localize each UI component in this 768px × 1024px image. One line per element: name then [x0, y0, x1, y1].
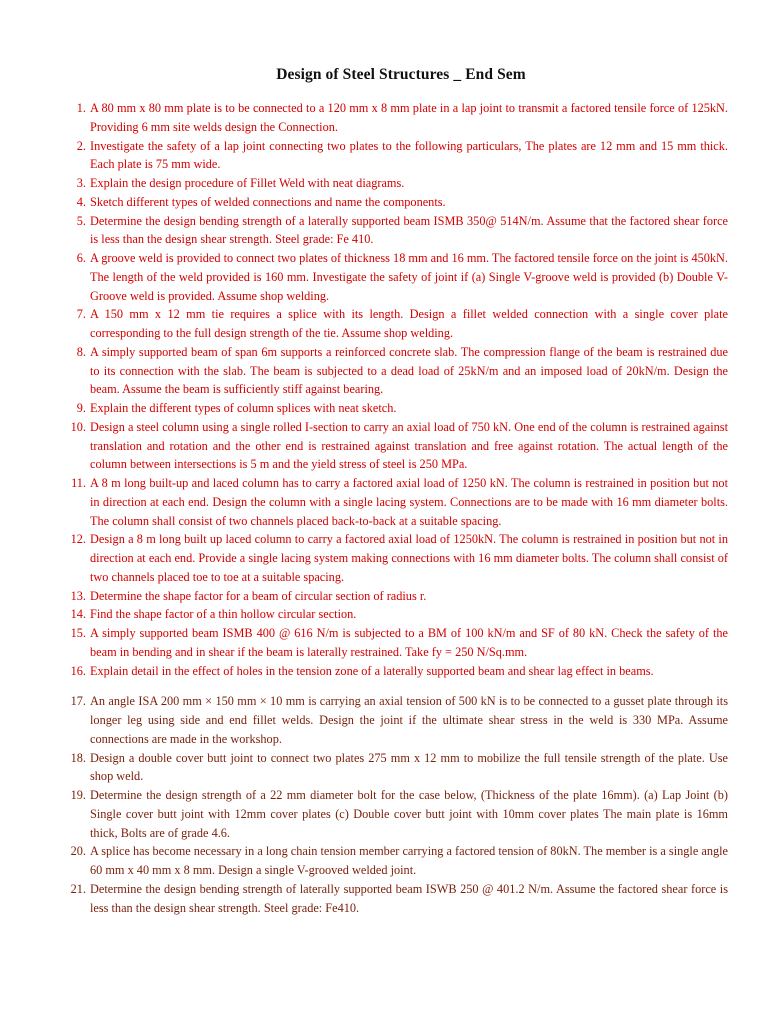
question-number: 16 .: [68, 662, 86, 681]
question-number: 19 .: [68, 786, 86, 805]
question-text: Determine the shape factor for a beam of circular section of radius r.: [90, 588, 427, 603]
question-text: Find the shape factor of a thin hollow circular section.: [90, 607, 357, 622]
question-item: [68, 842, 728, 880]
question-number: 11 .: [68, 474, 86, 493]
question-number: 2 .: [68, 137, 86, 156]
question-item: [68, 137, 728, 175]
question-text: A simply supported beam ISMB 400 @ 616 N/m is subjected to a BM of 100 kN/m and SF of 80 kN. Check the safety of the beam in bending and in shear if the beam is laterally restrained. Take fy = 250 N/Sq.mm.: [90, 626, 728, 659]
question-number: 4 .: [68, 193, 86, 212]
question-text: Design a 8 m long built up laced column to carry a factored axial load of 1250kN. The column is restrained in position but not in direction at each end. Provide a single lacing system making connections with 16 mm diameter bolts. The column shall consist of two channels placed toe to toe at a suitable spacing.: [90, 532, 728, 584]
question-item: [68, 692, 728, 748]
question-number: 5 .: [68, 212, 86, 231]
question-text: A groove weld is provided to connect two plates of thickness 18 mm and 16 mm. The factored tensile force on the joint is 450kN. The length of the weld provided is 160 mm. Investigate the safety of joint if (a) Single V-groove weld is provided (b) Double V-Groove weld is provided. Assume shop welding.: [90, 251, 728, 303]
question-item: [68, 305, 728, 343]
question-text: Explain the different types of column splices with neat sketch.: [90, 401, 397, 415]
question-number: 14 .: [68, 605, 86, 624]
question-item: [68, 624, 728, 662]
question-text: Explain the design procedure of Fillet Weld with neat diagrams.: [90, 176, 405, 190]
question-list: [68, 99, 728, 917]
question-text: A 8 m long built-up and laced column has to carry a factored axial load of 1250 kN. The column is restrained in position but not in direction at each end. Design the column with a single lacing system. Connections are to be made with 16 mm diameter bolts. The column shall consist of two channels placed back-to-back at a suitable spacing.: [90, 476, 728, 528]
question-text: Design a steel column using a single rolled I-section to carry an axial load of 750 kN. One end of the column is restrained against translation and rotation and the other end is restrained against translation and free against rotation. The actual length of the column between intersections is 5 m and the yield stress of steel is 250 MPa.: [90, 419, 728, 472]
question-number: 21 .: [68, 880, 86, 899]
question-number: 9 .: [68, 399, 86, 418]
question-text: A 150 mm x 12 mm tie requires a splice with its length. Design a fillet welded connection with a single cover plate corresponding to the full design strength of the tie. Assume shop welding.: [90, 307, 728, 340]
question-text: Sketch different types of welded connections and name the components.: [90, 194, 446, 209]
question-text: A 80 mm x 80 mm plate is to be connected to a 120 mm x 8 mm plate in a lap joint to transmit a factored tensile force of 125kN. Providing 6 mm site welds design the Connection.: [90, 101, 728, 134]
question-text: Explain detail in the effect of holes in the tension zone of a laterally supported beam and shear lag effect in beams.: [90, 663, 654, 678]
question-number: 17 .: [68, 692, 86, 711]
question-item: [68, 249, 728, 305]
question-item: [68, 193, 728, 212]
question-item: [68, 662, 728, 681]
question-number: 12 .: [68, 530, 86, 549]
question-text: A splice has become necessary in a long chain tension member carrying a factored tension of 80kN. The member is a single angle 60 mm x 40 mm x 8 mm. Design a single V-grooved welded joint.: [90, 844, 728, 877]
question-text: Determine the design bending strength of a laterally supported beam ISMB 350@ 514N/m. Assume that the factored shear force is less than the design shear strength. Steel grade: Fe 410.: [90, 213, 728, 247]
question-item: [68, 174, 728, 193]
question-item: [68, 399, 728, 418]
question-item: [68, 786, 728, 842]
question-number: 20 .: [68, 842, 86, 861]
question-number: 8 .: [68, 343, 86, 362]
question-text: Determine the design bending strength of laterally supported beam ISWB 250 @ 401.2 N/m. Assume the factored shear force is less than the design shear strength. Steel grade: Fe410.: [90, 881, 728, 915]
question-number: 10 .: [68, 418, 86, 437]
question-item: [68, 474, 728, 530]
question-number: 1 .: [68, 99, 86, 118]
question-item: [68, 530, 728, 586]
question-item: [68, 749, 728, 787]
question-text: Determine the design strength of a 22 mm diameter bolt for the case below, (Thickness of the plate 16mm). (a) Lap Joint (b) Single cover butt joint with 12mm cover plates (c) Double cover butt joint with 10mm cover plates The main plate is 16mm thick, Bolts are of grade 4.6.: [90, 788, 728, 840]
question-item: [68, 605, 728, 624]
question-number: 13 .: [68, 587, 86, 606]
question-text: A simply supported beam of span 6m supports a reinforced concrete slab. The compression flange of the beam is restrained due to its connection with the slab. The beam is subjected to a dead load of 25kN/m and an imposed load of 20kN/m. Design the beam. Assume the beam is sufficiently stiff against bearing.: [90, 344, 728, 397]
question-item: [68, 212, 728, 250]
question-item: [68, 880, 728, 918]
question-number: 3 .: [68, 174, 86, 193]
document-title: Design of Steel Structures _ End Sem: [276, 66, 526, 83]
question-item: [68, 418, 728, 474]
question-item: [68, 587, 728, 606]
question-item: [68, 343, 728, 399]
question-text: An angle ISA 200 mm × 150 mm × 10 mm is carrying an axial tension of 500 kN is to be connected to a gusset plate through its longer leg using side and end fillet welds. Design the joint if the ultimate shear stress in the weld is 330 MPa. Assume connections are made in the workshop.: [90, 694, 728, 746]
question-number: 15 .: [68, 624, 86, 643]
question-number: 7 .: [68, 305, 86, 324]
question-text: Design a double cover butt joint to connect two plates 275 mm x 12 mm to mobilize the full tensile strength of the plate. Use shop weld.: [90, 750, 728, 784]
question-number: 18 .: [68, 749, 86, 768]
question-item: [68, 99, 728, 137]
question-number: 6 .: [68, 249, 86, 268]
question-text: Investigate the safety of a lap joint connecting two plates to the following particulars, The plates are 12 mm and 15 mm thick. Each plate is 75 mm wide.: [90, 138, 728, 172]
